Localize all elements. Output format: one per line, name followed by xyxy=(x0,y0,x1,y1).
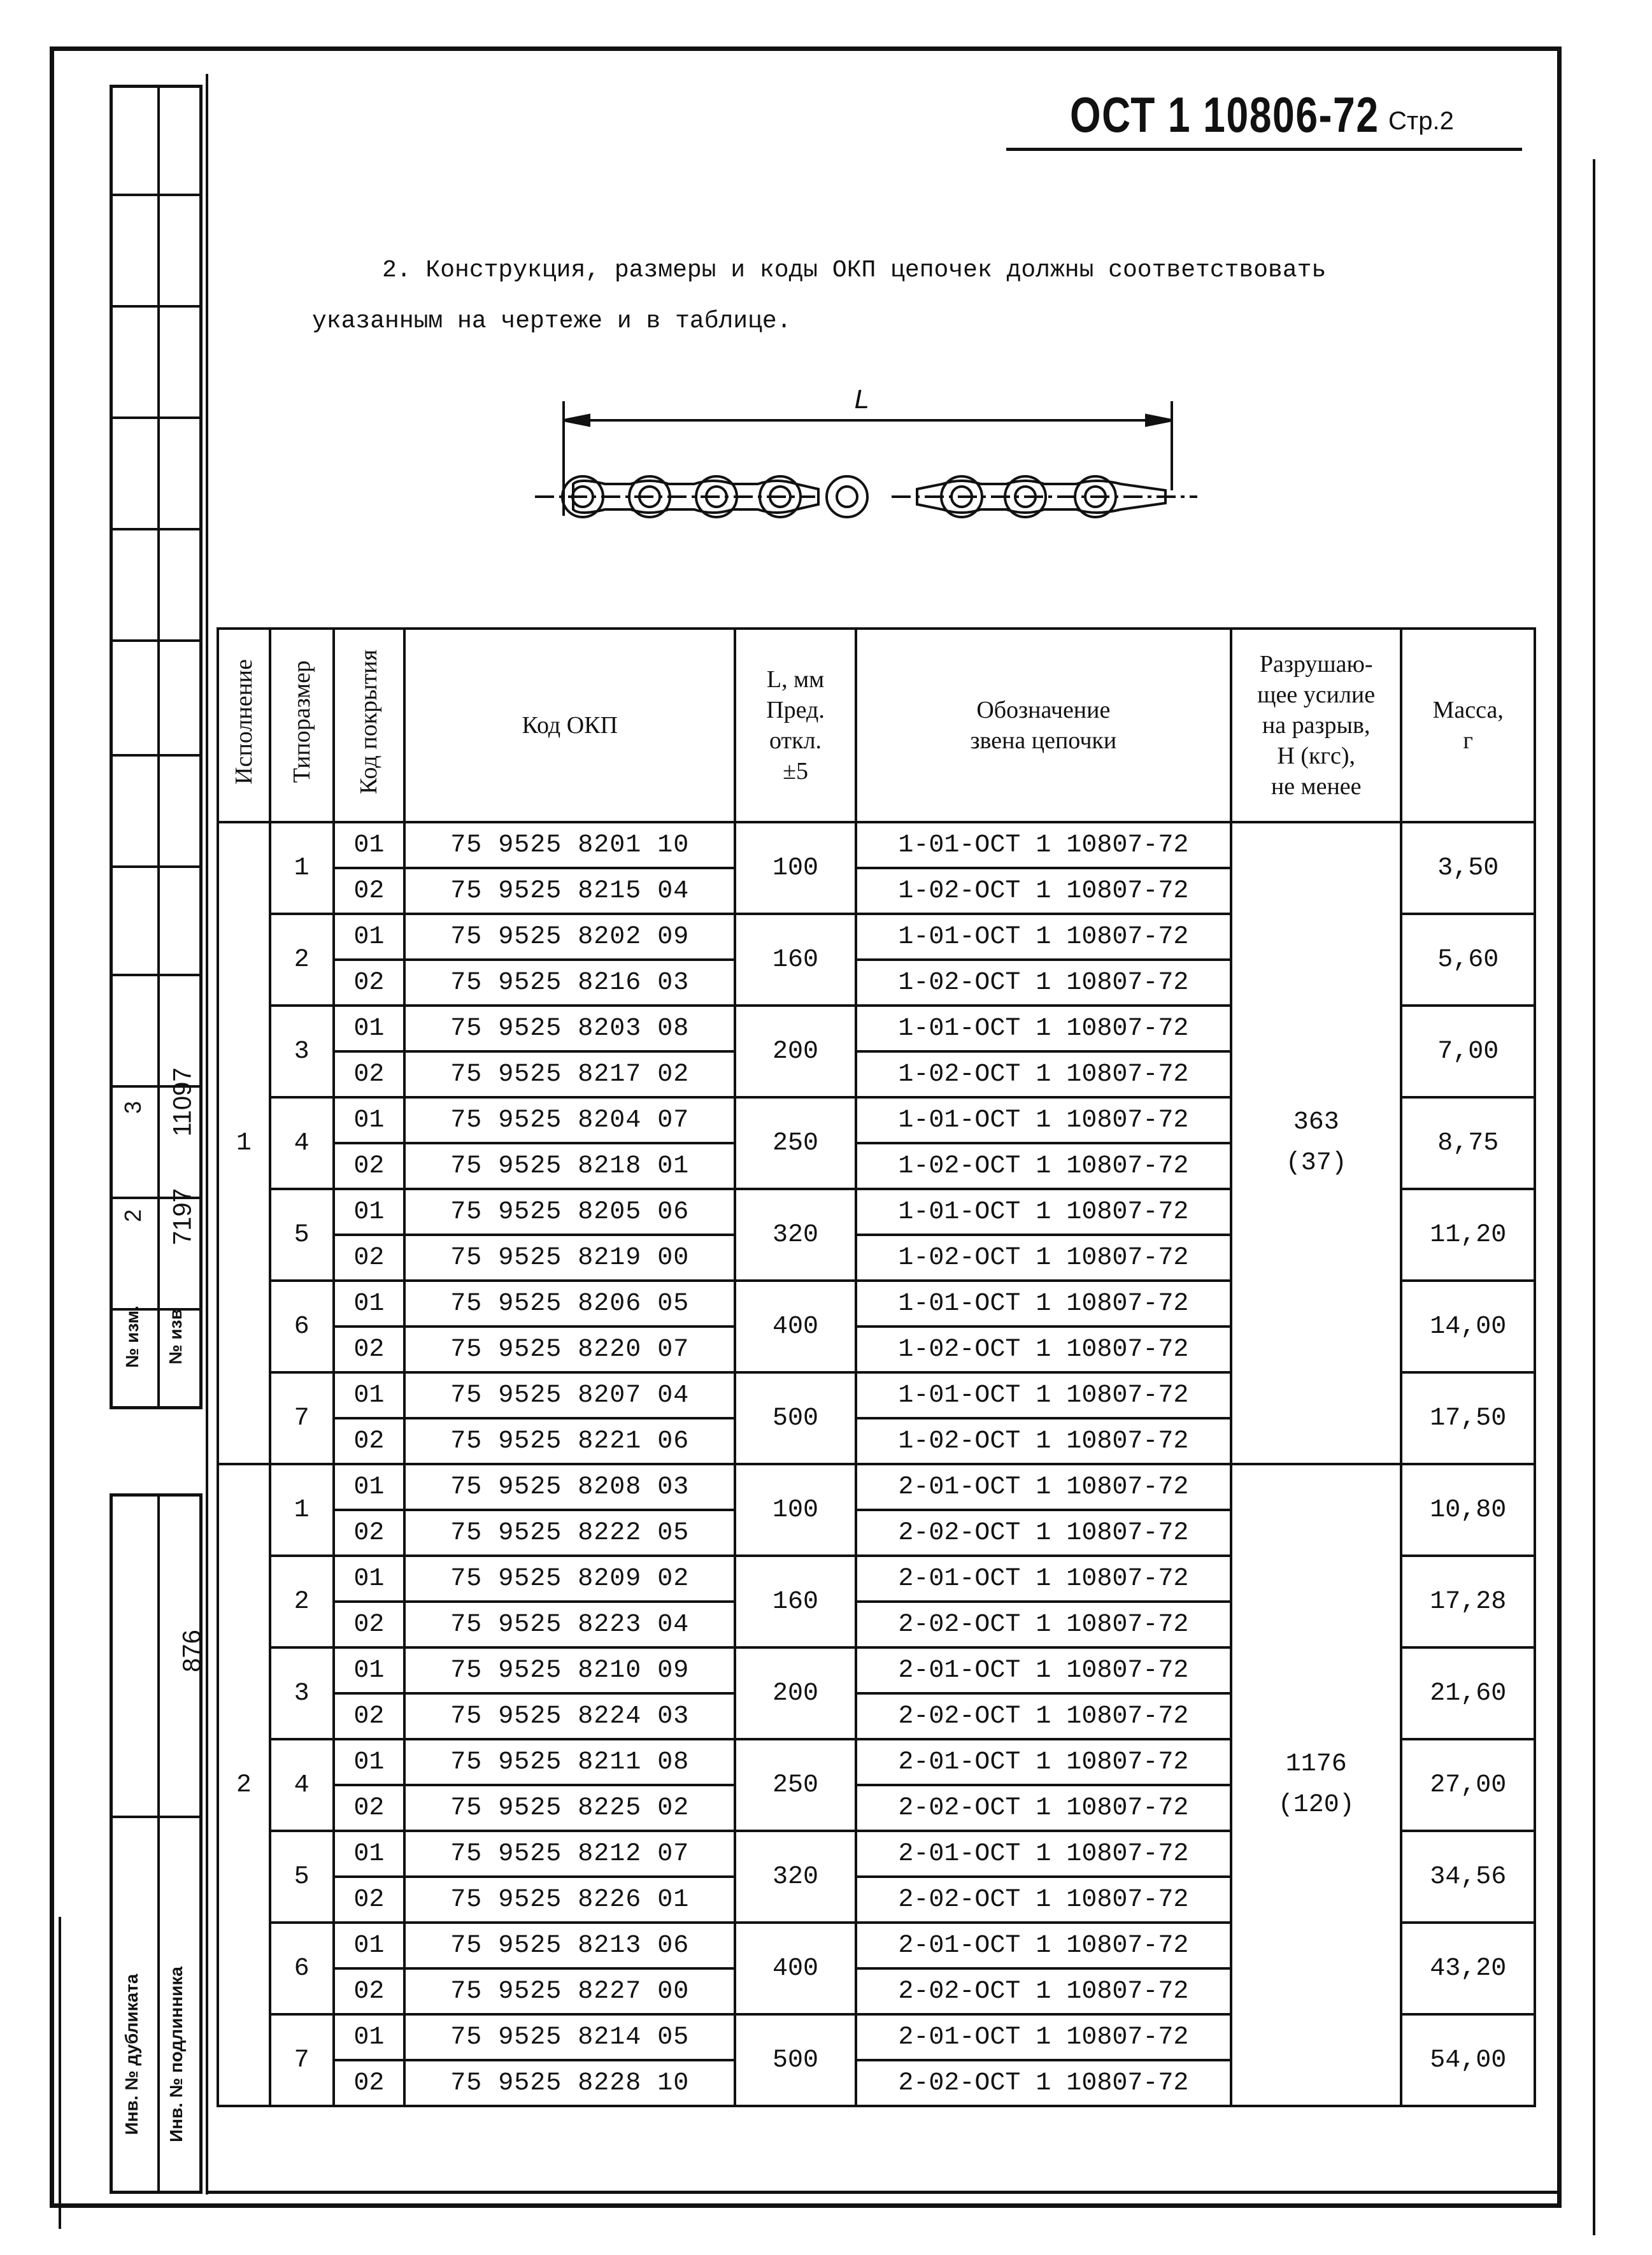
size-cell: 1 xyxy=(270,1464,334,1556)
okp-code-cell: 75 9525 8214 05 xyxy=(404,2014,735,2060)
size-cell: 1 xyxy=(270,822,334,914)
intro-line-1: 2. Конструкция, размеры и коды ОКП цепочек должны соответствовать xyxy=(382,257,1327,284)
designation-cell: 2-01-ОСТ 1 10807-72 xyxy=(856,1923,1231,1968)
coating-cell: 01 xyxy=(334,1556,405,1602)
force-newton: 1176 xyxy=(1285,1750,1347,1779)
variant-cell: 2 xyxy=(218,1464,270,2106)
length-cell: 160 xyxy=(735,1556,855,1647)
size-cell: 4 xyxy=(270,1097,334,1189)
length-cell: 250 xyxy=(735,1739,855,1831)
okp-code-cell: 75 9525 8217 02 xyxy=(404,1051,735,1097)
designation-cell: 1-02-ОСТ 1 10807-72 xyxy=(856,1327,1231,1372)
mass-cell: 17,50 xyxy=(1401,1372,1535,1464)
document-number: ОСТ 1 10806-72 xyxy=(1070,87,1379,143)
mass-cell: 34,56 xyxy=(1401,1831,1535,1923)
designation-cell: 1-02-ОСТ 1 10807-72 xyxy=(856,960,1231,1006)
coating-cell: 01 xyxy=(334,914,405,960)
mass-cell: 14,00 xyxy=(1401,1281,1535,1372)
chain-spec-table xyxy=(217,627,1536,2107)
okp-code-cell: 75 9525 8215 04 xyxy=(404,868,735,914)
header-coating xyxy=(334,629,405,822)
designation-cell: 2-02-ОСТ 1 10807-72 xyxy=(856,1877,1231,1923)
okp-code-cell: 75 9525 8204 07 xyxy=(404,1097,735,1143)
force-newton: 363 xyxy=(1293,1108,1339,1137)
mass-cell: 21,60 xyxy=(1401,1647,1535,1739)
coating-cell: 02 xyxy=(334,1143,405,1189)
coating-cell: 01 xyxy=(334,1739,405,1785)
length-cell: 200 xyxy=(735,1647,855,1739)
length-cell: 400 xyxy=(735,1923,855,2014)
designation-cell: 1-01-ОСТ 1 10807-72 xyxy=(856,914,1231,960)
mass-cell: 7,00 xyxy=(1401,1006,1535,1097)
okp-code-cell: 75 9525 8201 10 xyxy=(404,822,735,868)
force-kgs: (37) xyxy=(1285,1149,1347,1177)
coating-cell: 02 xyxy=(334,868,405,914)
designation-cell: 2-01-ОСТ 1 10807-72 xyxy=(856,1739,1231,1785)
header-variant xyxy=(218,629,270,822)
force-kgs: (120) xyxy=(1278,1791,1355,1819)
okp-code-cell: 75 9525 8226 01 xyxy=(404,1877,735,1923)
mass-cell: 43,20 xyxy=(1401,1923,1535,2014)
chain-drawing xyxy=(535,382,1197,535)
okp-code-cell: 75 9525 8220 07 xyxy=(404,1327,735,1372)
okp-code-cell: 75 9525 8207 04 xyxy=(404,1372,735,1418)
okp-code-cell: 75 9525 8225 02 xyxy=(404,1785,735,1831)
coating-cell: 02 xyxy=(334,1785,405,1831)
col3-izv: 11097 xyxy=(168,1067,197,1137)
intro-paragraph xyxy=(312,245,1522,347)
okp-code-cell: 75 9525 8203 08 xyxy=(404,1006,735,1051)
coating-cell: 02 xyxy=(334,1418,405,1464)
okp-code-cell: 75 9525 8216 03 xyxy=(404,960,735,1006)
size-cell: 4 xyxy=(270,1739,334,1831)
coating-cell: 01 xyxy=(334,1281,405,1327)
designation-cell: 2-01-ОСТ 1 10807-72 xyxy=(856,2014,1231,2060)
mass-cell: 11,20 xyxy=(1401,1189,1535,1281)
size-cell: 6 xyxy=(270,1923,334,2014)
force-cell xyxy=(1231,822,1401,1464)
strip-cell xyxy=(113,530,199,642)
coating-cell: 02 xyxy=(334,1051,405,1097)
header-okp: Код ОКП xyxy=(404,629,735,822)
okp-code-cell: 75 9525 8205 06 xyxy=(404,1189,735,1235)
designation-cell: 2-01-ОСТ 1 10807-72 xyxy=(856,1556,1231,1602)
strip-cell xyxy=(113,88,199,196)
okp-code-cell: 75 9525 8208 03 xyxy=(404,1464,735,1510)
okp-code-cell: 75 9525 8222 05 xyxy=(404,1510,735,1556)
strip-cell xyxy=(113,868,199,976)
header-force: Разрушаю- щее усилие на разрыв, Н (кгс), не менее xyxy=(1231,629,1401,822)
header-length: L, мм Пред. откл. ±5 xyxy=(735,629,855,822)
size-cell: 3 xyxy=(270,1647,334,1739)
coating-cell: 02 xyxy=(334,1602,405,1647)
designation-cell: 2-02-ОСТ 1 10807-72 xyxy=(856,1693,1231,1739)
coating-cell: 01 xyxy=(334,1189,405,1235)
designation-cell: 2-01-ОСТ 1 10807-72 xyxy=(856,1464,1231,1510)
header-coating-text: Код покрытия xyxy=(355,649,383,794)
size-cell: 2 xyxy=(270,1556,334,1647)
mass-cell: 10,80 xyxy=(1401,1464,1535,1556)
designation-cell: 2-02-ОСТ 1 10807-72 xyxy=(856,2060,1231,2106)
designation-cell: 1-02-ОСТ 1 10807-72 xyxy=(856,1143,1231,1189)
table-body xyxy=(218,822,1535,2106)
inventory-strip xyxy=(110,1493,206,2194)
okp-code-cell: 75 9525 8221 06 xyxy=(404,1418,735,1464)
designation-cell: 1-01-ОСТ 1 10807-72 xyxy=(856,1281,1231,1327)
designation-cell: 1-01-ОСТ 1 10807-72 xyxy=(856,1006,1231,1051)
mass-cell: 27,00 xyxy=(1401,1739,1535,1831)
coating-cell: 02 xyxy=(334,1327,405,1372)
length-cell: 200 xyxy=(735,1006,855,1097)
dimension-label: L xyxy=(853,385,871,417)
coating-cell: 01 xyxy=(334,1923,405,1968)
okp-code-cell: 75 9525 8212 07 xyxy=(404,1831,735,1877)
strip-cell xyxy=(113,1815,199,1818)
okp-code-cell: 75 9525 8227 00 xyxy=(404,1968,735,2014)
title-underline xyxy=(1006,148,1522,151)
header-size xyxy=(270,629,334,822)
intro-line-2: указанным на чертеже и в таблице. xyxy=(312,308,792,335)
length-cell: 400 xyxy=(735,1281,855,1372)
coating-cell: 02 xyxy=(334,1877,405,1923)
coating-cell: 01 xyxy=(334,1006,405,1051)
designation-cell: 1-02-ОСТ 1 10807-72 xyxy=(856,1418,1231,1464)
designation-cell: 2-02-ОСТ 1 10807-72 xyxy=(856,1968,1231,2014)
designation-cell: 2-01-ОСТ 1 10807-72 xyxy=(856,1831,1231,1877)
izm-label: № изм. xyxy=(122,1305,142,1368)
mass-cell: 8,75 xyxy=(1401,1097,1535,1189)
length-cell: 320 xyxy=(735,1189,855,1281)
size-cell: 5 xyxy=(270,1189,334,1281)
strip-cell xyxy=(113,308,199,419)
length-cell: 500 xyxy=(735,1372,855,1464)
mass-cell: 3,50 xyxy=(1401,822,1535,914)
inv-orig-label: Инв. № подлинника xyxy=(166,1967,186,2142)
okp-code-cell: 75 9525 8223 04 xyxy=(404,1602,735,1647)
page-label: Стр.2 xyxy=(1388,107,1454,135)
coating-cell: 01 xyxy=(334,2014,405,2060)
header-variant-text: Исполнение xyxy=(230,658,257,785)
coating-cell: 02 xyxy=(334,960,405,1006)
strip-cell xyxy=(113,196,199,308)
designation-cell: 2-02-ОСТ 1 10807-72 xyxy=(856,1510,1231,1556)
okp-code-cell: 75 9525 8210 09 xyxy=(404,1647,735,1693)
strip-cell xyxy=(113,642,199,757)
length-cell: 100 xyxy=(735,1464,855,1556)
table-row xyxy=(218,822,1535,868)
strip-cell xyxy=(113,757,199,868)
okp-code-cell: 75 9525 8202 09 xyxy=(404,914,735,960)
length-cell: 500 xyxy=(735,2014,855,2106)
force-cell xyxy=(1231,1464,1401,2106)
header-mass: Масса, г xyxy=(1401,629,1535,822)
length-cell: 160 xyxy=(735,914,855,1006)
okp-code-cell: 75 9525 8218 01 xyxy=(404,1143,735,1189)
header-size-text: Типоразмер xyxy=(288,660,315,783)
size-cell: 3 xyxy=(270,1006,334,1097)
designation-cell: 1-02-ОСТ 1 10807-72 xyxy=(856,1051,1231,1097)
designation-cell: 1-01-ОСТ 1 10807-72 xyxy=(856,1097,1231,1143)
okp-code-cell: 75 9525 8211 08 xyxy=(404,1739,735,1785)
okp-code-cell: 75 9525 8206 05 xyxy=(404,1281,735,1327)
coating-cell: 01 xyxy=(334,1097,405,1143)
size-cell: 5 xyxy=(270,1831,334,1923)
coating-cell: 01 xyxy=(334,1372,405,1418)
mass-cell: 5,60 xyxy=(1401,914,1535,1006)
coating-cell: 01 xyxy=(334,1831,405,1877)
strip-divider xyxy=(157,1497,160,2191)
size-cell: 6 xyxy=(270,1281,334,1372)
coating-cell: 02 xyxy=(334,1693,405,1739)
table-row xyxy=(218,1464,1535,1510)
okp-code-cell: 75 9525 8213 06 xyxy=(404,1923,735,1968)
header-designation: Обозначение звена цепочки xyxy=(856,629,1231,822)
mass-cell: 54,00 xyxy=(1401,2014,1535,2106)
size-cell: 7 xyxy=(270,1372,334,1464)
coating-cell: 02 xyxy=(334,1968,405,2014)
length-cell: 320 xyxy=(735,1831,855,1923)
size-cell: 7 xyxy=(270,2014,334,2106)
designation-cell: 1-01-ОСТ 1 10807-72 xyxy=(856,822,1231,868)
inv-orig-value: 876 xyxy=(178,1630,206,1672)
inner-margin-line xyxy=(206,74,208,2195)
designation-cell: 1-01-ОСТ 1 10807-72 xyxy=(856,1372,1231,1418)
strip-cell xyxy=(113,419,199,530)
designation-cell: 1-01-ОСТ 1 10807-72 xyxy=(856,1189,1231,1235)
variant-cell: 1 xyxy=(218,822,270,1464)
coating-cell: 02 xyxy=(334,1235,405,1281)
col2-izv: 7197 xyxy=(168,1188,197,1245)
col3-izm: 3 xyxy=(120,1100,146,1114)
length-cell: 100 xyxy=(735,822,855,914)
designation-cell: 1-02-ОСТ 1 10807-72 xyxy=(856,868,1231,914)
designation-cell: 2-02-ОСТ 1 10807-72 xyxy=(856,1602,1231,1647)
designation-cell: 2-01-ОСТ 1 10807-72 xyxy=(856,1647,1231,1693)
bottom-border-line xyxy=(206,2191,1562,2194)
coating-cell: 01 xyxy=(334,1647,405,1693)
size-cell: 2 xyxy=(270,914,334,1006)
coating-cell: 02 xyxy=(334,1510,405,1556)
izv-label: № изв xyxy=(166,1309,185,1365)
length-cell: 250 xyxy=(735,1097,855,1189)
col2-izm: 2 xyxy=(120,1209,146,1223)
coating-cell: 01 xyxy=(334,1464,405,1510)
coating-cell: 01 xyxy=(334,822,405,868)
designation-cell: 2-02-ОСТ 1 10807-72 xyxy=(856,1785,1231,1831)
okp-code-cell: 75 9525 8209 02 xyxy=(404,1556,735,1602)
coating-cell: 02 xyxy=(334,2060,405,2106)
designation-cell: 1-02-ОСТ 1 10807-72 xyxy=(856,1235,1231,1281)
okp-code-cell: 75 9525 8219 00 xyxy=(404,1235,735,1281)
inv-dup-label: Инв. № дубликата xyxy=(122,1974,141,2135)
mass-cell: 17,28 xyxy=(1401,1556,1535,1647)
left-edge-line xyxy=(59,1917,61,2229)
okp-code-cell: 75 9525 8224 03 xyxy=(404,1693,735,1739)
right-edge-line xyxy=(1593,159,1595,2235)
okp-code-cell: 75 9525 8228 10 xyxy=(404,2060,735,2106)
change-log-strip xyxy=(110,85,203,1409)
